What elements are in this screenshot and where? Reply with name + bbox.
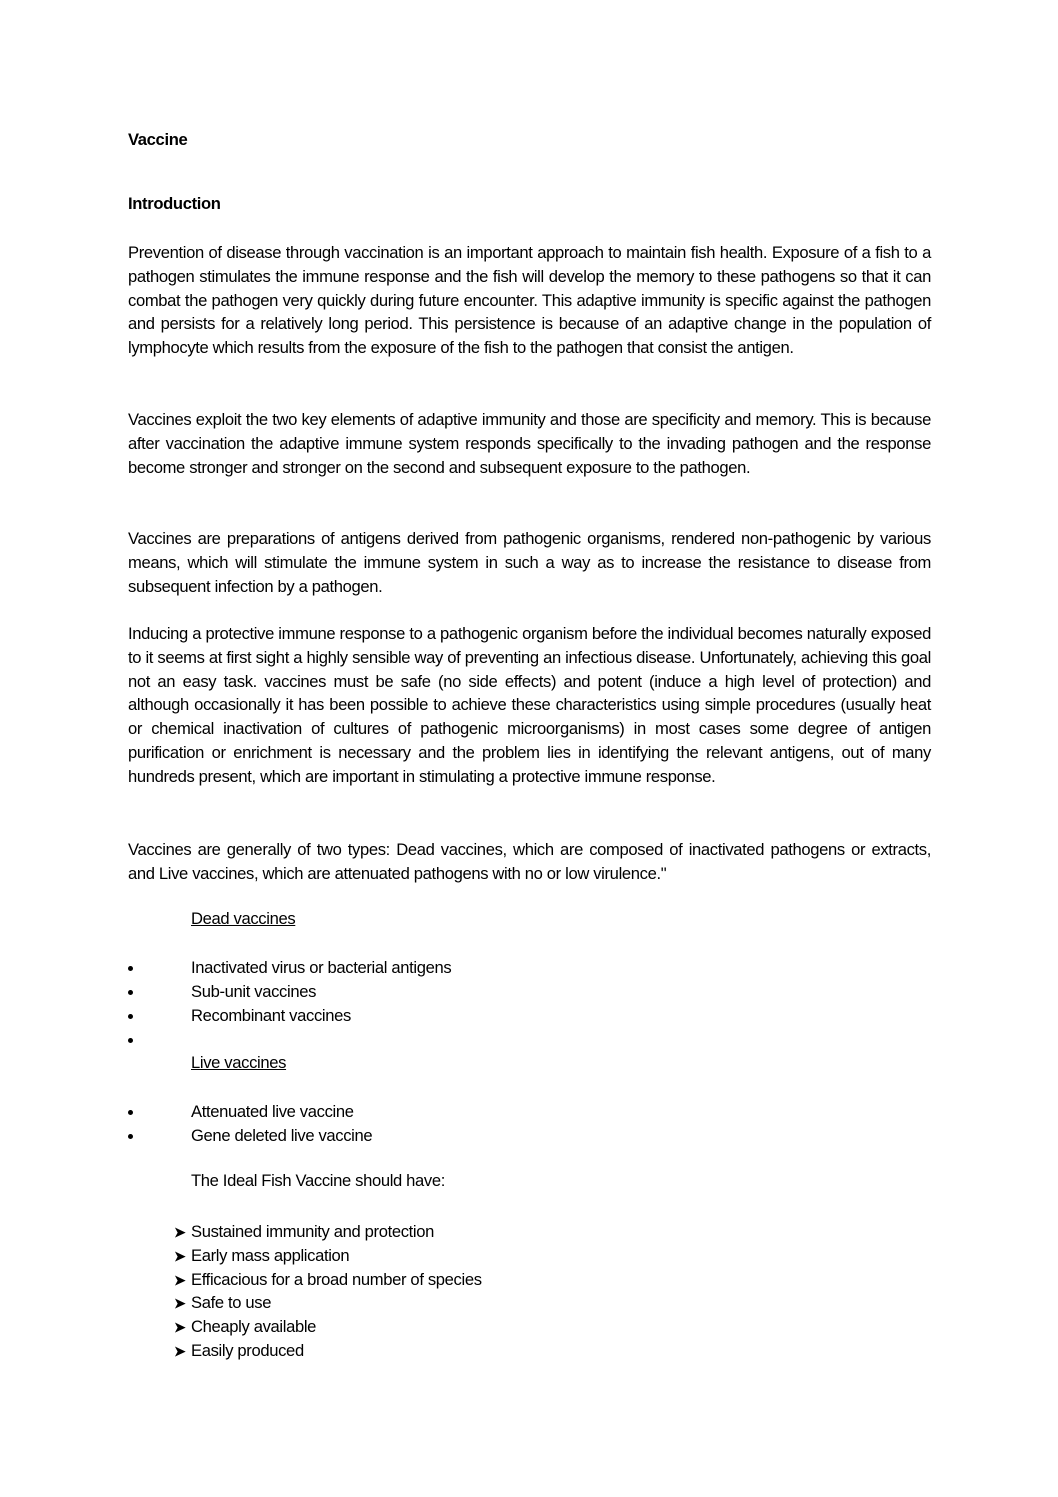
- bullet-icon: [128, 1014, 133, 1019]
- section-heading-introduction: Introduction: [128, 194, 221, 213]
- arrow-bullet-icon: ➤: [174, 1248, 186, 1264]
- ideal-vaccine-intro: The Ideal Fish Vaccine should have:: [191, 1171, 446, 1190]
- arrow-bullet-icon: ➤: [174, 1224, 186, 1240]
- bullet-icon: [128, 990, 133, 995]
- paragraph-5: Vaccines are generally of two types: Dead vaccines, which are composed of inactivated pathogens or extracts, and Live vaccines, which are attenuated pathogens with no or low virulence.": [128, 840, 931, 883]
- paragraph-4: Inducing a protective immune response to a pathogenic organism before the individual becomes naturally exposed to it seems at first sight a highly sensible way of preventing an infectious disease. Unfortunately, achieving this goal not an easy task. vaccines must be safe (no side effects) and potent (induce a high level of protection) and although occasionally it has been possible to achieve these characteristics using simple procedures (usually heat or chemical inactivation of cultures of pathogenic microorganisms) in most cases some degree of antigen purification or enrichment is necessary and the problem lies in identifying the relevant antigens, out of many hundreds present, which are important in stimulating a protective immune response.: [128, 624, 931, 786]
- arrow-bullet-icon: ➤: [174, 1319, 186, 1335]
- arrow-bullet-icon: ➤: [174, 1343, 186, 1359]
- bullet-icon: [128, 1110, 133, 1115]
- paragraph-1: Prevention of disease through vaccination is an important approach to maintain fish health. Exposure of a fish to a pathogen stimulates the immune response and the fish will develop the memory to these pathogens so that it can combat the pathogen very quickly during future encounter. This adaptive immunity is specific against the pathogen and persists for a relatively long period. This persistence is because of an adaptive change in the population of lymphocyte which results from the exposure of the fish to the pathogen that consist the antigen.: [128, 243, 931, 358]
- document-title: Vaccine: [128, 130, 188, 149]
- paragraph-2: Vaccines exploit the two key elements of adaptive immunity and those are specificity and memory. This is because after vaccination the adaptive immune system responds specifically to the invading pathogen and the response become stronger and stronger on the second and subsequent exposure to the pathogen.: [128, 410, 931, 477]
- bullet-icon: [128, 966, 133, 971]
- dead-vaccines-heading: Dead vaccines: [191, 909, 296, 928]
- arrow-bullet-icon: ➤: [174, 1272, 186, 1288]
- arrow-bullet-icon: ➤: [174, 1295, 186, 1311]
- paragraph-3: Vaccines are preparations of antigens derived from pathogenic organisms, rendered non-pathogenic by various means, which will stimulate the immune system in such a way as to increase the resistance to disease from subsequent infection by a pathogen.: [128, 529, 931, 596]
- bullet-icon: [128, 1134, 133, 1139]
- live-vaccines-heading: Live vaccines: [191, 1053, 287, 1072]
- bullet-icon: [128, 1038, 133, 1043]
